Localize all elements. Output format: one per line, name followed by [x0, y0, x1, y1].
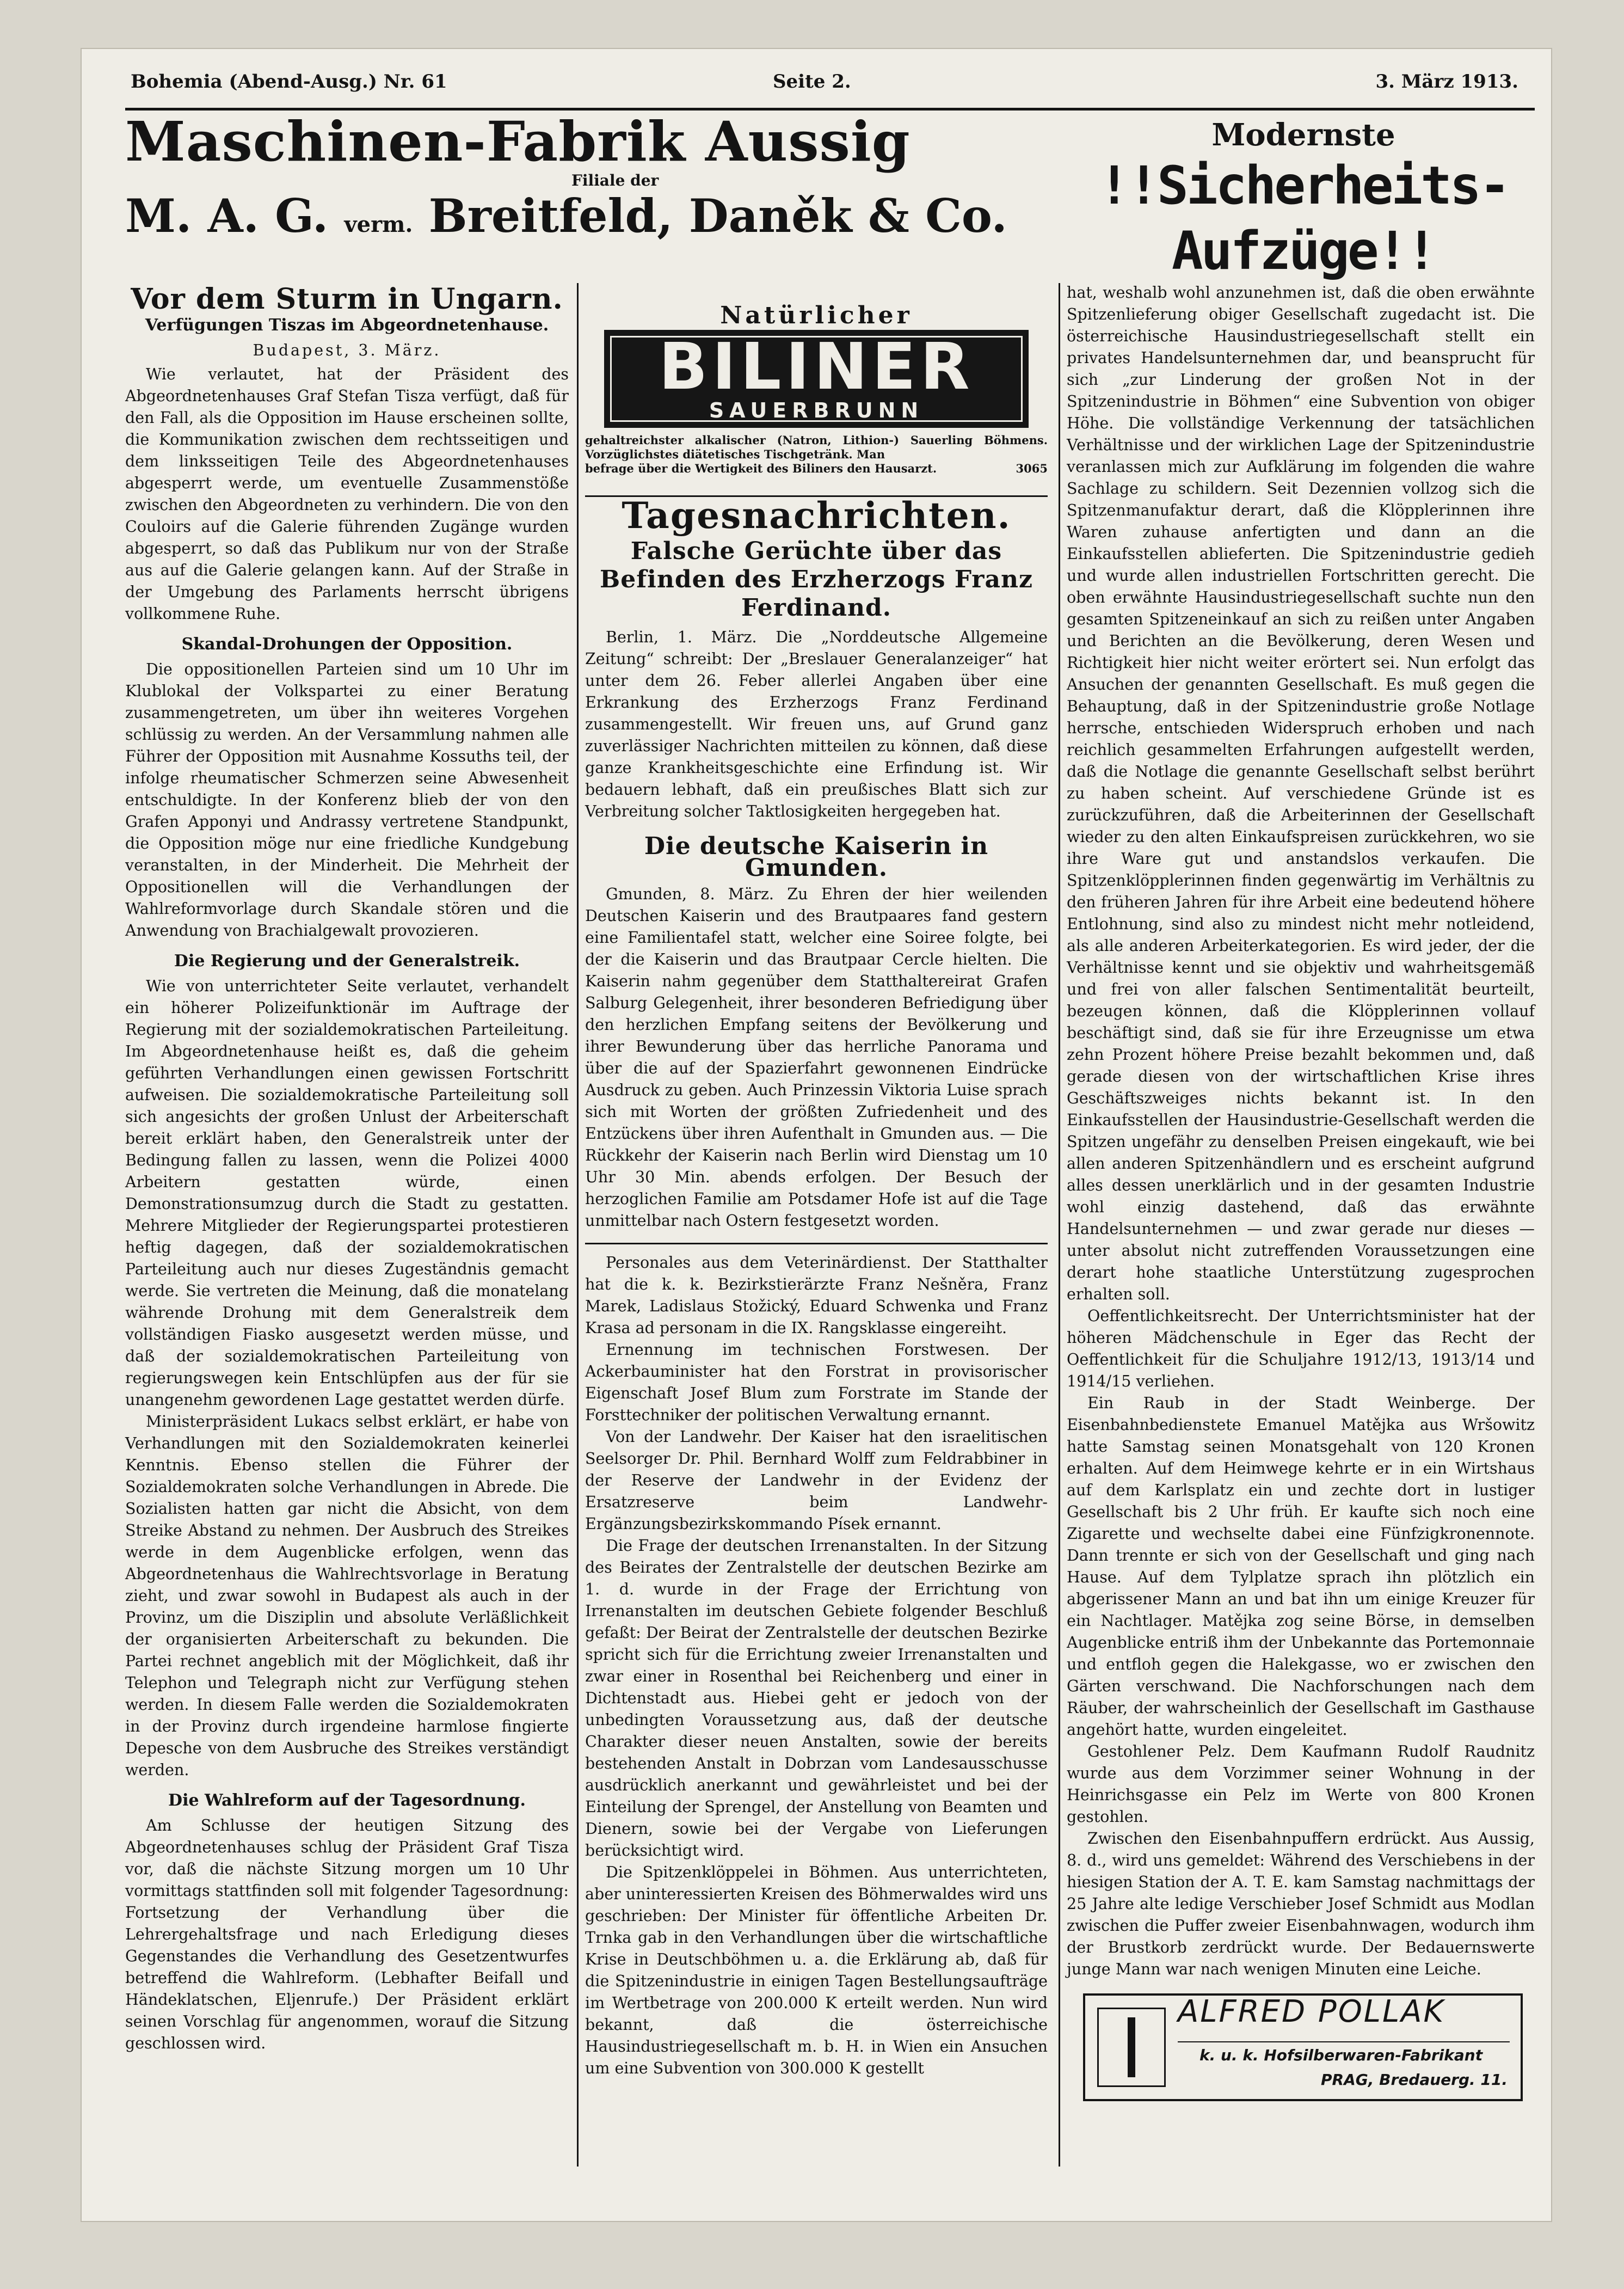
news-item: Oeffentlichkeitsrecht. Der Unterrichtsminister hat der höheren Mädchenschule in Eger das Recht der Oeffentlichkeit für die Schuljahre 1912/13, 1913/14 und 1914/15 verliehen. — [1067, 1307, 1535, 1390]
header-date: 3. März 1913. — [1375, 71, 1518, 93]
paragraph: hat, weshalb wohl anzunehmen ist, daß die oben erwähnte Spitzenlieferung obiger Gesellschaft zugedacht ist. Die österreichische Hausindustriegesellschaft stellt ein privates Handelsunternehmen dar, und beansprucht für sich „zur Linderung der großen Not in der Spitzenindustrie in Böhmen“ eine Subvention von obiger Höhe. Die vollständige Verkennung der tatsächlichen Verhältnisse und der wirklichen Lage der Spitzenindustrie veranlassen mich zur Aufklärung im folgenden die wahre Sachlage zu schildern. Seit Dezennien vollzog sich die Spitzenmanufaktur derart, daß die Klöpplerinnen ihre Waren zuhause anfertigten und dann an die Einkaufsstellen ablieferten. Die Spitzenindustrie gedieh und wurde allen industriellen Fortschritten gerecht. Die oben erwähnte Hausindustriegesellschaft suchte nun den gesamten Spitzeneinkauf an sich zu reißen unter Angaben und Berichten an die Bevölkerung, deren Wesen und Richtigkeit hier nicht weiter erörtert sei. Nun erfolgt das Ansuchen der genannten Gesellschaft. Es muß gegen die Behauptung, daß in der Spitzenindustrie große Notlage herrsche, entschieden Widerspruch erhoben und nach reichlich gesammelten Erfahrungen aufgestellt werden, daß die Notlage die genannte Gesellschaft selbst berührt zu haben scheint. Auf verschiedene Gründe ist es zurückzuführen, daß die Arbeiterinnen der Gesellschaft wieder zu den alten Einkaufspreisen zurückkehren, wo sie ihre Ware gut und anstandslos verkaufen. Die Spitzenklöpplerinnen finden gegenwärtig im Verhältnis zu den früheren Jahren für ihre Arbeit eine bedeutend höhere Entlohnung, sind also zu mindest nicht mehr notleidend, als alle anderen Arbeiterkategorien. Es wird jeder, der die Verhältnisse kennt und sie objektiv und wahrheitsgemäß und frei von aller falschen Sentimentalität beurteilt, bezeugen können, daß die Klöpplerinnen vollauf beschäftigt sind, daß sie für ihre Erzeugnisse um etwa zehn Prozent höhere Preise bezahlt bekommen und, daß gerade diesen von der wirtschaftlichen Krise ihres Geschäftszweiges nichts bekannt ist. In den Einkaufsstellen der Hausindustrie-Gesellschaft werden die Spitzen ungefähr zu denselben Preisen eingekauft, wie bei allen anderen Spitzenhändlern und es erscheint aufgrund alles dessen unerklärlich und in der gesamten Industrie wohl einzig dastehend, daß das erwähnte Handelsunternehmen — und zwar gerade nur dieses — unter absolut nicht zutreffenden Voraussetzungen eine derart hohe staatliche Unterstützung zugesprochen erhalten soll. — [1067, 284, 1535, 1303]
divider — [585, 1243, 1048, 1244]
article-title: Vor dem Sturm in Ungarn. — [131, 283, 563, 316]
paragraph: Am Schlusse der heutigen Sitzung des Abgeordnetenhauses schlug der Präsident Graf Tisza vor, daß die nächste Sitzung morgen um 10 Uhr vormittags stattfinden soll mit folgender Tagesordnung: Fortsetzung der Verhandlung über die Lehrergehaltsfrage und nach Erledigung dieses Gegenstandes die Verhandlung des Gesetzentwurfes betreffend die Wahlreform. (Lebhafter Beifall und Händeklatschen, Eljenrufe.) Der Präsident erklärt seinen Vorschlag für angenommen, worauf die Sitzung geschlossen wird. — [125, 1817, 569, 2052]
pollak-rule — [1178, 2041, 1510, 2042]
ad-mag-company: Breitfeld, Daněk & Co. — [428, 189, 1007, 243]
ad-sic-main: !!Sicherheits-Aufzüge!! — [1098, 155, 1509, 281]
ad-maschinen-line1: Maschinen-Fabrik Aussig — [125, 109, 911, 174]
article-subtitle: Verfügungen Tiszas im Abgeordnetenhause. — [145, 316, 549, 335]
paragraph: Ministerpräsident Lukacs selbst erklärt, er habe von Verhandlungen mit den Sozialdemokraten keinerlei Kenntnis. Ebenso stellen die Führer der Sozialdemokraten solche Verhandlungen in Abrede. Die Sozialisten hatten gar nicht die Absicht, von dem Streike Abstand zu nehmen. Der Ausbruch des Streikes werde in dem Augenblicke erfolgen, wenn das Abgeordnetenhaus die Wahlrechtsvorlage in Beratung zieht, und zwar sowohl in Budapest als auch in der Provinz, um die Disziplin und absolute Verläßlichkeit der organisierten Arbeiterschaft zu bekunden. Die Partei rechnet angeblich mit der Möglichkeit, daß ihr Telephon und Telegraph nicht zur Verfügung stehen werden. In diesem Falle werden die Sozialdemokraten in der Provinz durch irgendeine harmlose fingierte Depesche von dem Ausbruche des Streikes verständigt werden. — [125, 1413, 569, 1779]
ad-maschinen-fabrik — [125, 109, 1061, 278]
news-item: Von der Landwehr. Der Kaiser hat den israelitischen Seelsorger Dr. Phil. Bernhard Wolff zum Feldrabbiner in der Reserve der Landwehr in der Evidenz der Ersatzreserve beim Landwehr-Ergänzungsbezirkskommando Písek ernannt. — [585, 1428, 1048, 1533]
biliner-logo — [604, 330, 1029, 428]
subheading: Die Regierung und der Generalstreik. — [174, 952, 520, 971]
news-item: Gestohlener Pelz. Dem Kaufmann Rudolf Raudnitz wurde aus dem Vorzimmer seiner Wohnung in der Heinrichsgasse ein Pelz im Werte von 800 Kronen gestohlen. — [1067, 1742, 1535, 1826]
news-item: Die Spitzenklöppelei in Böhmen. Aus unterrichteten, aber uninteressierten Kreisen des Böhmerwaldes wird uns geschrieben: Der Minister für öffentliche Arbeiten Dr. Trnka gab in den Verhandlungen über die wirtschaftliche Krise in Deutschböhmen u. a. die Erklärung ab, daß für die Spitzenindustrie in einigen Tagen Bestellungsaufträge im Wertbetrage von 200.000 K erteilt werden. Nun wird bekannt, daß die österreichische Hausindustriegesellschaft m. b. H. in Wien ein Ansuchen um eine Subvention von 300.000 K gestellt — [585, 1863, 1048, 2077]
header-page-number: Seite 2. — [773, 71, 851, 93]
ad-mag-verm: verm. — [344, 212, 413, 237]
column-divider — [577, 283, 579, 2167]
biliner-fine-line2: befrage über die Wertigkeit des Biliners den Hausarzt. — [585, 462, 937, 475]
subheading: Die Wahlreform auf der Tagesordnung. — [168, 1791, 526, 1810]
dateline: Budapest, 3. März. — [253, 341, 441, 359]
paragraph: Wie von unterrichteter Seite verlautet, verhandelt ein höherer Polizeifunktionär im Auftrage der Regierung mit der sozialdemokratischen Parteileitung. Im Abgeordnetenhause heißt es, daß die geheim geführten Verhandlungen einen gewissen Fortschritt aufweisen. Die sozialdemokratische Parteileitung soll sich angesichts der großen Unlust der Arbeiterschaft bereit erklärt haben, den Generalstreik unter der Bedingung fallen zu lassen, wenn die Polizei 4000 Arbeitern gestatten würde, einen Demonstrationsumzug durch die Stadt zu gestatten. Mehrere Mitglieder der Regierungspartei protestieren heftig dagegen, daß der sozialdemokratischen Parteileitung auch nur dieses Zugeständnis gemacht werde. Sie vertreten die Meinung, daß die monatelang währende Drohung mit dem Generalstreik dem vollständigen Fiasko ausgesetzt werden müsse, und daß der sozialdemokratischen Parteileitung von regierungswegen kein Entschlüpfen aus der für sie unangenehm gewordenen Lage gestattet werden dürfe. — [125, 977, 569, 1409]
ad-alfred-pollak — [1083, 1993, 1523, 2101]
biliner-brand: BILINER — [659, 329, 974, 404]
biliner-fine-line2-row — [585, 462, 1048, 476]
column-2 — [585, 302, 1048, 2079]
column-1 — [125, 283, 569, 2054]
article-title: Falsche Gerüchte über das Befinden des Erzherzogs Franz Ferdinand. — [600, 537, 1033, 622]
page-header — [131, 71, 1535, 103]
biliner-fine-line1: gehaltreichster alkalischer (Natron, Lithion-) Sauerling Böhmens. Vorzüglichstes diätetisches Tischgetränk. Man — [585, 433, 1048, 461]
news-item: Zwischen den Eisenbahnpuffern erdrückt. Aus Aussig, 8. d., wird uns gemeldet: Während des Verschiebens in der hiesigen Station der A. T. E. kam Samstag nachmittags der 25 Jahre alte ledige Verschieber Josef Schmidt aus Modlan zwischen die Puffer zweier Eisenbahnwagen, wodurch ihm der Brustkorb zerdrückt wurde. Der Bedauernswerte junge Mann war nach wenigen Minuten eine Leiche. — [1067, 1830, 1535, 1978]
column-3 — [1067, 282, 1535, 2101]
biliner-natural: Natürlicher — [720, 302, 913, 329]
news-item: Ernennung im technischen Forstwesen. Der Ackerbauminister hat den Forstrat in provisorischer Eigenschaft Josef Blum zum Forstrate im Stande der Forsttechniker der politischen Verwaltung ernannt. — [585, 1341, 1048, 1424]
paragraph: Gmunden, 8. März. Zu Ehren der hier weilenden Deutschen Kaiserin und des Brautpaares fand gestern eine Familientafel statt, welcher eine Soiree folgte, bei der die Kaiserin und das Brautpaar Cercle hielten. Die Kaiserin nahm gegenüber dem Statthaltereirat Grafen Salburg Gelegenheit, ihrer besonderen Befriedigung über den herzlichen Empfang seitens der Bevölkerung und ihrer Bewunderung über das herrliche Panorama und über die auf der Spazierfahrt gewonnenen Eindrücke Ausdruck zu geben. Auch Prinzessin Viktoria Luise sprach sich mit Worten der größten Zufriedenheit und des Entzückens über ihren Aufenthalt in Gmunden aus. — Die Rückkehr der Kaiserin nach Berlin wird Dienstag um 10 Uhr 30 Min. abends erfolgen. Der Besuch der herzoglichen Familie am Potsdamer Hofe ist auf die Tage unmittelbar nach Ostern festgesetzt worden. — [585, 885, 1048, 1230]
news-item: Ein Raub in der Stadt Weinberge. Der Eisenbahnbedienstete Emanuel Matějka aus Wršowitz hatte Samstag seinen Monatsgehalt von 120 Kronen erhalten. Auf dem Heimwege kehrte er in ein Wirtshaus auf dem Karlsplatz ein und zechte dort in lustiger Gesellschaft bis 2 Uhr früh. Er kaufte sich noch eine Zigarette und wechselte dabei eine Fünfzigkronennote. Dann trennte er sich von der Gesellschaft und ging nach Hause. Auf dem Tylplatze sprach ihn plötzlich ein abgerissener Mann an und bat ihn um einige Kreuzer für ein Nachtlager. Matějka zog seine Börse, in demselben Augenblicke entriß ihm der Unbekannte das Portemonnaie und entfloh gegen die Halekgasse, wo er zwischen den Gärten verschwand. Die Nachforschungen nach dem Räuber, der wahrscheinlich der Gesellschaft im Gasthause angehört hatte, wurden eingeleitet. — [1067, 1394, 1535, 1739]
biliner-sub: SAUERBRUNN — [709, 398, 924, 422]
newspaper-page — [82, 49, 1551, 2221]
pollak-address: PRAG, Bredauerg. 11. — [1321, 2071, 1508, 2089]
pollak-title: k. u. k. Hofsilberwaren-Fabrikant — [1199, 2046, 1483, 2064]
paragraph: Berlin, 1. März. Die „Norddeutsche Allgemeine Zeitung“ schreibt: Der „Breslauer Generalanzeiger“ hat unter dem 26. Feber allerlei Angaben über eine Erkrankung des Erzherzogs Franz Ferdinand zusammengestellt. Wir freuen uns, auf Grund ganz zuverlässiger Nachrichten mitteilen zu können, daß diese ganze Krankheitsgeschichte eine Erfindung ist. Wir bedauern lebhaft, daß ein preußisches Blatt sich zur Verbreitung solcher Taktlosigkeiten hergegeben hat. — [585, 628, 1048, 820]
ad-mag-initials: M. A. G. — [125, 189, 329, 243]
silverware-icon — [1097, 2008, 1166, 2087]
news-item: Die Frage der deutschen Irrenanstalten. In der Sitzung des Beirates der Zentralstelle der deutschen Bezirke am 1. d. wurde in der Frage der Errichtung von Irrenanstalten im deutschen Gebiete folgender Beschluß gefaßt: Der Beirat der Zentralstelle der deutschen Bezirke spricht sich für die Errichtung zweier Irrenanstalten und zwar einer in Rosenthal bei Reichenberg und einer in Dichtenstadt aus. Hiebei geht er jedoch von der unbedingten Voraussetzung aus, daß der deutsche Charakter dieser neuen Anstalten, sowie der bereits bestehenden Anstalt in Dobrzan vom Landesausschusse ausdrücklich anerkannt und gewährleistet und bei der Einteilung der Sprengel, der Anstellung von Beamten und Dienern, sowie bei der Vergabe von Lieferungen berücksichtigt wird. — [585, 1537, 1048, 1860]
section-title: Tagesnachrichten. — [622, 494, 1011, 537]
ad-sic-top: Modernste — [1211, 117, 1395, 153]
ad-maschinen-line2: Filiale der — [571, 171, 659, 189]
paragraph: Die oppositionellen Parteien sind um 10 Uhr im Klublokal der Volkspartei zu einer Beratung zusammengetreten, um über ihn weiteres Vorgehen schlüssig zu werden. An der Versammlung nahmen alle Führer der Opposition mit Ausnahme Kossuths teil, der infolge rheumatischer Schmerzen seine Abwesenheit entschuldigte. In der Konferenz blieb der von den Grafen Apponyi und Andrassy vertretene Standpunkt, die Opposition möge nur eine friedliche Kundgebung veranstalten, in der Minderheit. Die Mehrheit der Oppositionellen will die Verhandlungen der Wahlreformvorlage durch Skandale stören und die Anwendung von Brachialgewalt provozieren. — [125, 660, 569, 940]
column-divider — [1059, 283, 1060, 2167]
ad-maschinen-line3 — [125, 189, 1007, 243]
ad-sicherheits-aufzuege — [1072, 114, 1535, 281]
article-title: Die deutsche Kaiserin in Gmunden. — [644, 832, 989, 882]
ad-biliner-sauerbrunn — [585, 302, 1048, 484]
pollak-name: ALFRED POLLAK — [1178, 1994, 1445, 2029]
header-issue: Bohemia (Abend-Ausg.) Nr. 61 — [131, 71, 447, 93]
biliner-fine-print — [585, 433, 1048, 476]
paragraph: Wie verlautet, hat der Präsident des Abgeordnetenhauses Graf Stefan Tisza verfügt, daß für den Fall, als die Opposition im Hause erscheinen sollte, die Kommunikation zwischen dem rechtsseitigen und dem linksseitigen Teile des Abgeordnetenhauses abgesperrt werde, um eventuelle Zusammenstöße zwischen den Abgeordneten zu verhindern. Die von den Couloirs auf die Galerie führenden Zugänge wurden abgesperrt, so daß das Publikum nur von der Straße aus auf die Galerie gelangen kann. Auf der Straße in der Umgebung des Parlaments herrscht übrigens vollkommene Ruhe. — [125, 365, 569, 623]
biliner-ad-number: 3065 — [1016, 462, 1048, 475]
subheading: Skandal-Drohungen der Opposition. — [181, 635, 513, 654]
news-item: Personales aus dem Veterinärdienst. Der Statthalter hat die k. k. Bezirkstierärzte Franz Nešněra, Franz Marek, Ladislaus Stožický, Eduard Schwenka und Franz Krasa ad personam in die IX. Rangsklasse eingereiht. — [585, 1254, 1048, 1337]
